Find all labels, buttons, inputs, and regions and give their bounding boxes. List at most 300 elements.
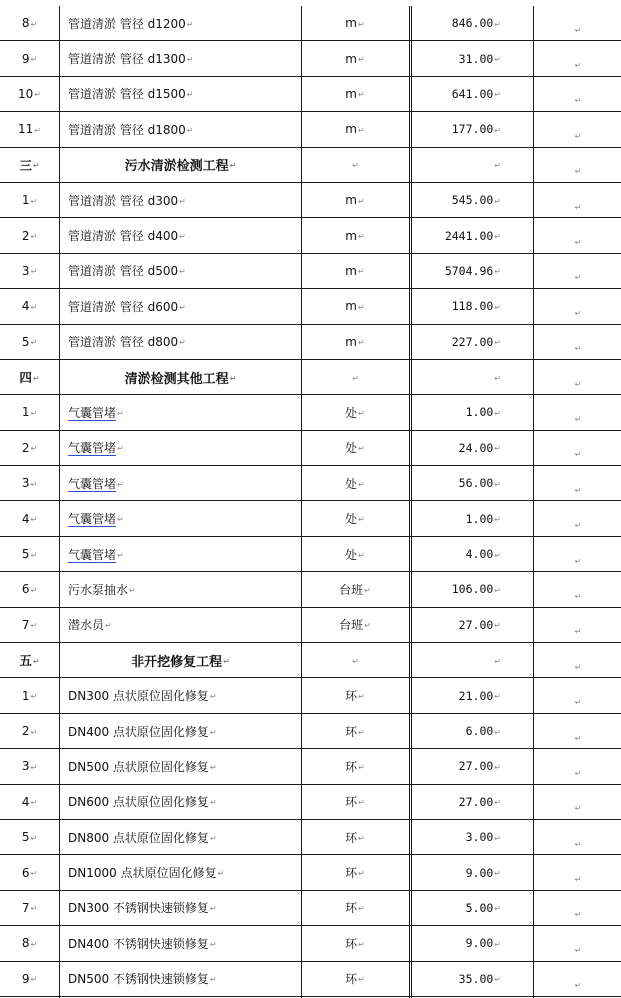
item-name: [60, 572, 301, 606]
item-unit: [301, 431, 409, 465]
grid-line: [301, 6, 302, 998]
item-unit: [301, 749, 409, 783]
paragraph-mark-icon: ↵: [30, 762, 38, 772]
item-number: [0, 41, 59, 75]
table-row: [0, 891, 621, 926]
item-unit: [301, 572, 409, 606]
paragraph-mark-icon: ↵: [364, 621, 371, 631]
item-remark: [534, 572, 621, 606]
paragraph-mark-icon: ↵: [358, 869, 365, 879]
item-unit: [301, 891, 409, 925]
item-quantity-text: 35.00: [458, 971, 494, 986]
item-name-text: DN500 不锈钢快速锁修复: [68, 972, 209, 987]
item-remark: [534, 77, 621, 111]
paragraph-mark-icon: ↵: [34, 90, 41, 100]
item-name: [60, 855, 301, 889]
grid-line: [533, 6, 534, 998]
paragraph-mark-icon: ↵: [32, 373, 40, 383]
item-remark: [534, 148, 621, 182]
item-unit: [301, 537, 409, 571]
item-unit: [301, 926, 409, 960]
item-unit-text: 台班: [339, 582, 364, 597]
item-number: [0, 643, 59, 677]
paragraph-mark-icon: ↵: [494, 302, 501, 312]
paragraph-mark-icon: ↵: [574, 96, 582, 106]
paragraph-mark-icon: ↵: [129, 585, 136, 595]
paragraph-mark-icon: ↵: [494, 408, 501, 418]
paragraph-mark-icon: ↵: [30, 939, 38, 949]
paragraph-mark-icon: ↵: [179, 232, 186, 242]
paragraph-mark-icon: ↵: [358, 196, 365, 206]
item-number: [0, 395, 59, 429]
item-name: [60, 962, 301, 996]
item-number: [0, 820, 59, 854]
paragraph-mark-icon: ↵: [117, 479, 124, 489]
paragraph-mark-icon: ↵: [209, 762, 217, 772]
paragraph-mark-icon: ↵: [30, 408, 38, 418]
paragraph-mark-icon: ↵: [574, 521, 582, 531]
paragraph-mark-icon: ↵: [574, 308, 582, 318]
item-remark: [534, 289, 621, 323]
item-remark: [534, 537, 621, 571]
paragraph-mark-icon: ↵: [358, 125, 365, 135]
item-quantity-text: 21.00: [458, 688, 494, 703]
item-unit: [301, 608, 409, 642]
item-number-text: 9: [21, 971, 30, 986]
paragraph-mark-icon: ↵: [574, 875, 582, 885]
item-unit: [301, 360, 409, 394]
item-unit-text: m: [345, 122, 357, 137]
paragraph-mark-icon: ↵: [494, 55, 501, 65]
item-name-text: 清淤检测其他工程: [124, 371, 229, 387]
table-row: [0, 77, 621, 112]
paragraph-mark-icon: ↵: [30, 621, 38, 631]
item-name: [60, 183, 301, 217]
item-unit: [301, 218, 409, 252]
table-row: [0, 254, 621, 289]
grid-line-double: [409, 6, 412, 998]
item-number-text: 3: [21, 759, 30, 774]
paragraph-mark-icon: ↵: [30, 232, 38, 242]
paragraph-mark-icon: ↵: [574, 131, 582, 141]
item-name: [60, 785, 301, 819]
item-unit-text: m: [345, 228, 357, 243]
item-name: [60, 360, 301, 394]
item-number: [0, 678, 59, 712]
paragraph-mark-icon: ↵: [30, 727, 38, 737]
item-number: [0, 714, 59, 748]
paragraph-mark-icon: ↵: [34, 125, 41, 135]
paragraph-mark-icon: ↵: [30, 55, 38, 65]
item-number: [0, 572, 59, 606]
paragraph-mark-icon: ↵: [117, 515, 124, 525]
item-name-text: DN400 不锈钢快速锁修复: [68, 936, 209, 951]
item-quantity-text: 6.00: [465, 724, 494, 738]
item-name-text: 管道清淤 管径 d600: [68, 299, 179, 314]
item-number-text: 11: [18, 122, 34, 137]
item-number: [0, 148, 59, 182]
item-remark: [534, 608, 621, 642]
item-remark: [534, 891, 621, 925]
item-quantity: [411, 714, 533, 748]
paragraph-mark-icon: ↵: [494, 267, 501, 277]
item-quantity-text: 846.00: [451, 16, 494, 31]
item-name-text: DN300 点状原位固化修复: [68, 689, 209, 704]
item-unit-text: 环: [345, 936, 358, 951]
paragraph-mark-icon: ↵: [30, 444, 38, 454]
item-remark: [534, 962, 621, 996]
section-row: [0, 360, 621, 395]
item-unit: [301, 289, 409, 323]
item-remark: [534, 395, 621, 429]
item-unit-text: m: [345, 334, 357, 349]
item-remark: [534, 360, 621, 394]
paragraph-mark-icon: ↵: [352, 373, 359, 383]
item-remark: [534, 218, 621, 252]
item-remark: [534, 643, 621, 677]
item-number-text: 1: [21, 193, 30, 208]
item-quantity-text: 9.00: [465, 865, 494, 880]
table-row: [0, 714, 621, 749]
item-name-text: 管道清淤 管径 d500: [68, 264, 179, 279]
paragraph-mark-icon: ↵: [358, 479, 365, 489]
table-row: [0, 820, 621, 855]
item-number-text: 8: [21, 936, 30, 951]
item-name-text: 气囊管堵: [68, 476, 117, 491]
paragraph-mark-icon: ↵: [30, 798, 38, 808]
item-name-text: 管道清淤 管径 d1300: [68, 52, 186, 67]
item-remark: [534, 926, 621, 960]
item-quantity: [411, 537, 533, 571]
item-unit-text: 环: [345, 795, 358, 810]
item-remark: [534, 112, 621, 146]
item-number: [0, 855, 59, 889]
paragraph-mark-icon: ↵: [574, 25, 582, 35]
item-unit: [301, 962, 409, 996]
item-unit: [301, 41, 409, 75]
item-unit: [301, 785, 409, 819]
item-unit: [301, 112, 409, 146]
item-name-text: 管道清淤 管径 d1800: [68, 122, 186, 137]
item-number: [0, 537, 59, 571]
paragraph-mark-icon: ↵: [358, 90, 365, 100]
item-name-text: 管道清淤 管径 d400: [68, 229, 179, 244]
paragraph-mark-icon: ↵: [358, 444, 365, 454]
item-name: [60, 6, 301, 40]
item-number-text: 2: [21, 228, 30, 243]
paragraph-mark-icon: ↵: [209, 975, 217, 985]
paragraph-mark-icon: ↵: [574, 414, 582, 424]
item-name-text: 管道清淤 管径 d300: [68, 193, 179, 208]
paragraph-mark-icon: ↵: [209, 727, 217, 737]
item-name-text: DN1000 点状原位固化修复: [68, 866, 217, 881]
item-number: [0, 325, 59, 359]
paragraph-mark-icon: ↵: [358, 798, 365, 808]
item-quantity: [411, 466, 533, 500]
paragraph-mark-icon: ↵: [358, 550, 365, 560]
paragraph-mark-icon: ↵: [358, 515, 365, 525]
item-number-text: 5: [21, 547, 30, 562]
paragraph-mark-icon: ↵: [30, 267, 38, 277]
item-unit-text: m: [345, 86, 357, 101]
item-quantity-text: 24.00: [458, 440, 494, 455]
item-name: [60, 77, 301, 111]
item-name-text: 管道清淤 管径 d1200: [68, 16, 186, 31]
paragraph-mark-icon: ↵: [494, 762, 501, 772]
paragraph-mark-icon: ↵: [186, 125, 194, 135]
paragraph-mark-icon: ↵: [30, 869, 38, 879]
paragraph-mark-icon: ↵: [574, 945, 582, 955]
paragraph-mark-icon: ↵: [494, 125, 501, 135]
item-name: [60, 218, 301, 252]
paragraph-mark-icon: ↵: [30, 196, 38, 206]
item-unit: [301, 714, 409, 748]
paragraph-mark-icon: ↵: [574, 591, 582, 601]
item-unit: [301, 678, 409, 712]
paragraph-mark-icon: ↵: [32, 161, 40, 171]
item-name-text: 管道清淤 管径 d800: [68, 335, 179, 350]
paragraph-mark-icon: ↵: [30, 975, 38, 985]
item-remark: [534, 431, 621, 465]
item-unit-text: 处: [345, 512, 358, 527]
paragraph-mark-icon: ↵: [494, 196, 501, 206]
paragraph-mark-icon: ↵: [494, 90, 501, 100]
item-name: [60, 926, 301, 960]
item-remark: [534, 714, 621, 748]
table-row: [0, 608, 621, 643]
item-unit: [301, 855, 409, 889]
item-name-text: DN500 点状原位固化修复: [68, 759, 209, 774]
paragraph-mark-icon: ↵: [358, 408, 365, 418]
table-row: [0, 466, 621, 501]
paragraph-mark-icon: ↵: [358, 55, 365, 65]
item-unit: [301, 643, 409, 677]
paragraph-mark-icon: ↵: [186, 19, 194, 29]
table-row: [0, 112, 621, 147]
item-quantity-text: 118.00: [451, 299, 494, 314]
item-unit-text: 台班: [339, 618, 364, 633]
paragraph-mark-icon: ↵: [217, 869, 225, 879]
item-quantity: [411, 926, 533, 960]
section-row: [0, 148, 621, 183]
item-number: [0, 77, 59, 111]
paragraph-mark-icon: ↵: [574, 910, 582, 920]
paragraph-mark-icon: ↵: [574, 839, 582, 849]
paragraph-mark-icon: ↵: [574, 627, 582, 637]
item-number-text: 6: [21, 865, 30, 880]
paragraph-mark-icon: ↵: [358, 302, 365, 312]
item-unit-text: m: [345, 263, 357, 278]
paragraph-mark-icon: ↵: [352, 161, 359, 171]
table-row: [0, 572, 621, 607]
item-remark: [534, 855, 621, 889]
item-number-text: 7: [21, 617, 30, 632]
item-name: [60, 537, 301, 571]
item-unit-text: 环: [345, 759, 358, 774]
item-number-text: 9: [21, 51, 30, 66]
paragraph-mark-icon: ↵: [494, 656, 501, 666]
paragraph-mark-icon: ↵: [574, 202, 582, 212]
item-number: [0, 254, 59, 288]
item-number: [0, 926, 59, 960]
item-name: [60, 289, 301, 323]
paragraph-mark-icon: ↵: [358, 692, 365, 702]
paragraph-mark-icon: ↵: [30, 833, 38, 843]
item-quantity-text: 641.00: [451, 86, 494, 101]
table-row: [0, 325, 621, 360]
item-quantity: [411, 785, 533, 819]
paragraph-mark-icon: ↵: [30, 302, 38, 312]
item-remark: [534, 678, 621, 712]
item-name: [60, 891, 301, 925]
item-unit: [301, 395, 409, 429]
item-quantity: [411, 572, 533, 606]
item-unit-text: 处: [345, 441, 358, 456]
item-number: [0, 183, 59, 217]
paragraph-mark-icon: ↵: [574, 344, 582, 354]
paragraph-mark-icon: ↵: [494, 479, 501, 489]
paragraph-mark-icon: ↵: [358, 762, 365, 772]
item-quantity-text: 31.00: [458, 51, 494, 66]
paragraph-mark-icon: ↵: [494, 515, 501, 525]
table-row: [0, 501, 621, 536]
paragraph-mark-icon: ↵: [574, 167, 582, 177]
item-quantity: [411, 289, 533, 323]
paragraph-mark-icon: ↵: [358, 833, 365, 843]
item-unit-text: 处: [345, 547, 358, 562]
item-quantity: [411, 77, 533, 111]
item-remark: [534, 749, 621, 783]
item-quantity: [411, 325, 533, 359]
paragraph-mark-icon: ↵: [358, 727, 365, 737]
paragraph-mark-icon: ↵: [494, 550, 501, 560]
table-row: [0, 926, 621, 961]
item-quantity: [411, 891, 533, 925]
item-unit: [301, 466, 409, 500]
paragraph-mark-icon: ↵: [30, 585, 38, 595]
item-number: [0, 289, 59, 323]
item-remark: [534, 785, 621, 819]
paragraph-mark-icon: ↵: [209, 692, 217, 702]
item-quantity: [411, 148, 533, 182]
table-row: [0, 431, 621, 466]
item-quantity: [411, 962, 533, 996]
paragraph-mark-icon: ↵: [30, 338, 38, 348]
item-number: [0, 431, 59, 465]
quantity-table: [0, 6, 621, 997]
item-name-text: DN300 不锈钢快速锁修复: [68, 901, 209, 916]
item-unit-text: 处: [345, 405, 358, 420]
paragraph-mark-icon: ↵: [574, 61, 582, 71]
item-remark: [534, 325, 621, 359]
item-remark: [534, 41, 621, 75]
item-number-text: 3: [21, 263, 30, 278]
paragraph-mark-icon: ↵: [494, 338, 501, 348]
item-quantity-text: 227.00: [451, 334, 494, 349]
paragraph-mark-icon: ↵: [574, 698, 582, 708]
paragraph-mark-icon: ↵: [574, 662, 582, 672]
paragraph-mark-icon: ↵: [30, 515, 38, 525]
item-name-text: 气囊管堵: [68, 547, 117, 562]
paragraph-mark-icon: ↵: [179, 267, 186, 277]
table-row: [0, 537, 621, 572]
item-number-text: 4: [21, 299, 30, 314]
item-remark: [534, 820, 621, 854]
item-name-text: 潜水员: [68, 618, 105, 633]
item-quantity-text: 3.00: [465, 830, 494, 845]
item-remark: [534, 501, 621, 535]
item-quantity: [411, 643, 533, 677]
item-name: [60, 148, 301, 182]
table-row: [0, 289, 621, 324]
table-row: [0, 962, 621, 997]
paragraph-mark-icon: ↵: [30, 904, 38, 914]
item-unit: [301, 254, 409, 288]
item-name: [60, 395, 301, 429]
paragraph-mark-icon: ↵: [209, 939, 217, 949]
item-name: [60, 608, 301, 642]
paragraph-mark-icon: ↵: [574, 238, 582, 248]
item-unit-text: 环: [345, 901, 358, 916]
item-name-text: 气囊管堵: [68, 512, 117, 527]
item-unit: [301, 77, 409, 111]
item-quantity: [411, 431, 533, 465]
paragraph-mark-icon: ↵: [574, 768, 582, 778]
item-quantity-text: 1.00: [465, 511, 494, 526]
item-number-text: 6: [21, 582, 30, 597]
item-name: [60, 714, 301, 748]
table-row: [0, 678, 621, 713]
item-number-text: 1: [21, 405, 30, 420]
item-unit: [301, 183, 409, 217]
paragraph-mark-icon: ↵: [209, 798, 217, 808]
paragraph-mark-icon: ↵: [494, 939, 501, 949]
item-name: [60, 325, 301, 359]
paragraph-mark-icon: ↵: [358, 975, 365, 985]
paragraph-mark-icon: ↵: [494, 161, 501, 171]
paragraph-mark-icon: ↵: [574, 733, 582, 743]
paragraph-mark-icon: ↵: [186, 90, 194, 100]
item-unit-text: 环: [345, 866, 358, 881]
item-number: [0, 6, 59, 40]
item-name-text: 气囊管堵: [68, 405, 117, 420]
item-number-text: 五: [19, 653, 32, 669]
paragraph-mark-icon: ↵: [30, 19, 38, 29]
item-name-text: DN400 点状原位固化修复: [68, 724, 209, 739]
section-row: [0, 643, 621, 678]
paragraph-mark-icon: ↵: [494, 19, 501, 29]
item-number: [0, 608, 59, 642]
item-quantity-text: 27.00: [458, 759, 494, 774]
item-name: [60, 749, 301, 783]
item-quantity: [411, 218, 533, 252]
item-number-text: 1: [21, 688, 30, 703]
item-number: [0, 962, 59, 996]
paragraph-mark-icon: ↵: [494, 692, 501, 702]
item-name-text: 污水清淤检测工程: [124, 159, 229, 175]
table-row: [0, 855, 621, 890]
item-name: [60, 431, 301, 465]
paragraph-mark-icon: ↵: [32, 656, 40, 666]
paragraph-mark-icon: ↵: [352, 656, 359, 666]
item-number-text: 8: [21, 16, 30, 31]
paragraph-mark-icon: ↵: [494, 798, 501, 808]
table-row: [0, 785, 621, 820]
item-quantity: [411, 41, 533, 75]
item-quantity-text: 2441.00: [444, 228, 494, 243]
item-unit-text: 环: [345, 724, 358, 739]
item-quantity: [411, 254, 533, 288]
